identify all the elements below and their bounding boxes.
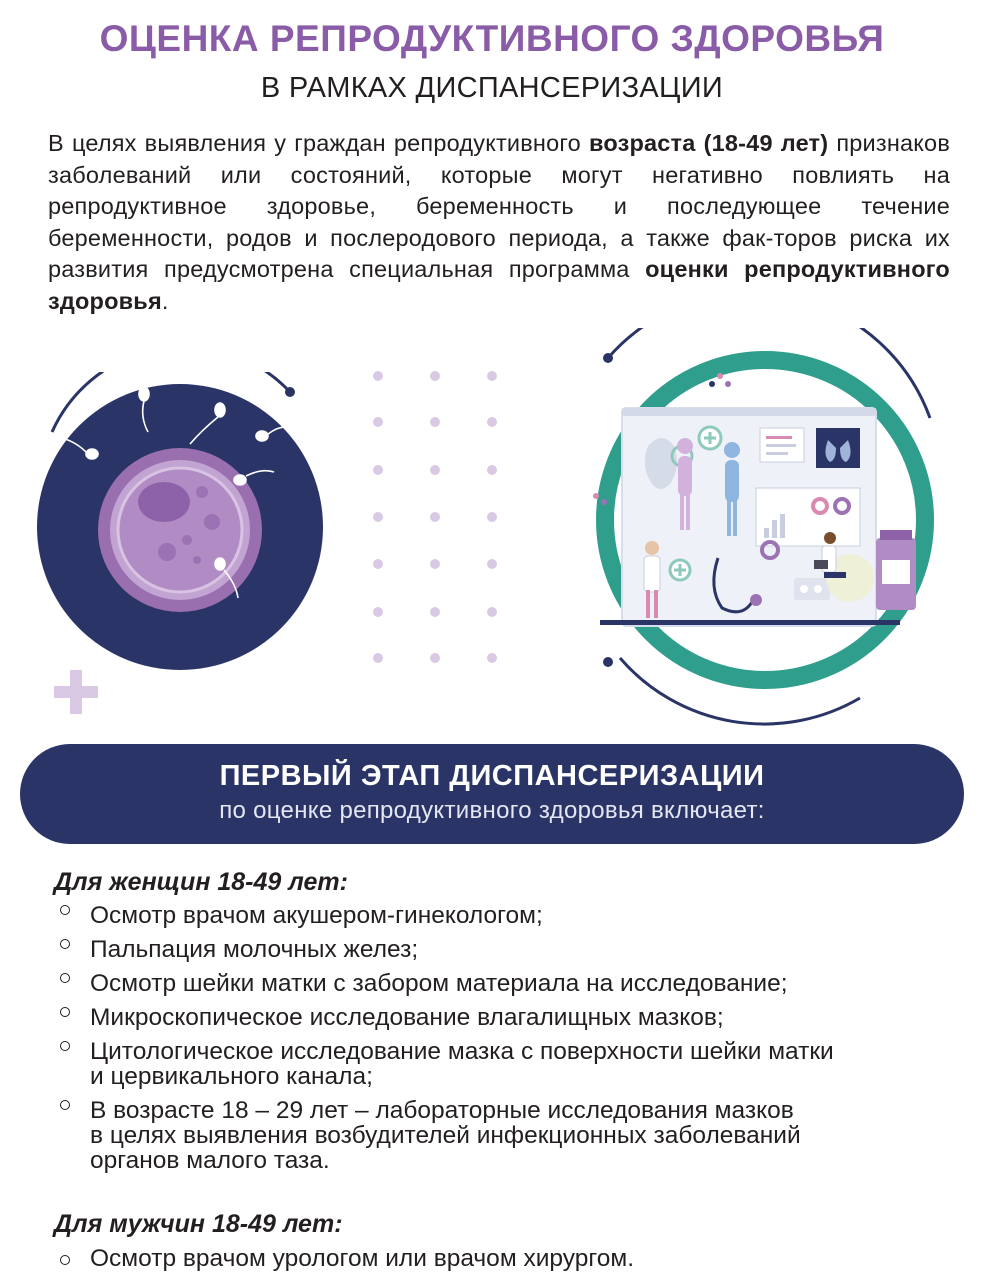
- bullet-icon: [60, 939, 70, 949]
- men-heading: Для мужчин 18-49 лет:: [54, 1210, 343, 1238]
- list-item: Пальпация молочных желез;: [60, 937, 960, 962]
- intro-text-3: .: [161, 287, 169, 314]
- bullet-icon: [60, 905, 70, 915]
- bullet-icon: [60, 1255, 70, 1265]
- list-item: Осмотр шейки матки с забором материала на исследование;: [60, 971, 960, 996]
- list-item: Цитологическое исследование мазка с поверхности шейки матки и цервикального канала;: [60, 1039, 960, 1089]
- list-item: Микроскопическое исследование влагалищных мазков;: [60, 1005, 960, 1030]
- list-item: В возрасте 18 – 29 лет – лабораторные исследования мазков в целях выявления возбудителей инфекционных заболеваний органов малого таза.: [60, 1098, 960, 1173]
- intro-bold-age: возраста (18-49 лет): [588, 130, 829, 156]
- egg-cell-illustration: [22, 372, 332, 682]
- bullet-icon: [60, 1007, 70, 1017]
- bullet-icon: [60, 1041, 70, 1051]
- list-item: Осмотр врачом урологом или врачом хирургом.: [60, 1246, 960, 1271]
- intro-text-1: В целях выявления у граждан репродуктивного: [48, 130, 589, 156]
- women-list: [60, 903, 960, 1182]
- banner-subtitle: по оценке репродуктивного здоровья включает:: [219, 797, 765, 824]
- men-list: [60, 1246, 960, 1280]
- page-subtitle: В РАМКАХ ДИСПАНСЕРИЗАЦИИ: [260, 72, 724, 104]
- bullet-icon: [60, 973, 70, 983]
- stage-banner: [20, 744, 964, 844]
- banner-title: ПЕРВЫЙ ЭТАП ДИСПАНСЕРИЗАЦИИ: [219, 760, 765, 792]
- women-heading: Для женщин 18-49 лет:: [54, 868, 348, 896]
- intro-paragraph: [48, 128, 950, 317]
- page-title: ОЦЕНКА РЕПРОДУКТИВНОГО ЗДОРОВЬЯ: [99, 18, 885, 59]
- dot-grid-decoration: [360, 362, 510, 672]
- intro-text-2: признаков заболеваний или состояний, которые могут негативно повлиять на репродуктивное здоровье, беременность и последующее течение беременности, родов и послеродового периода, а также фак-торов риска их развития предусмотрена специальная программа: [48, 130, 951, 282]
- list-item: Осмотр врачом акушером-гинекологом;: [60, 903, 960, 928]
- medical-checkup-illustration: [560, 328, 980, 728]
- bullet-icon: [60, 1100, 70, 1110]
- intro-bold-program: оценки репродуктивного здоровья: [48, 256, 950, 314]
- plus-icon: [52, 668, 100, 716]
